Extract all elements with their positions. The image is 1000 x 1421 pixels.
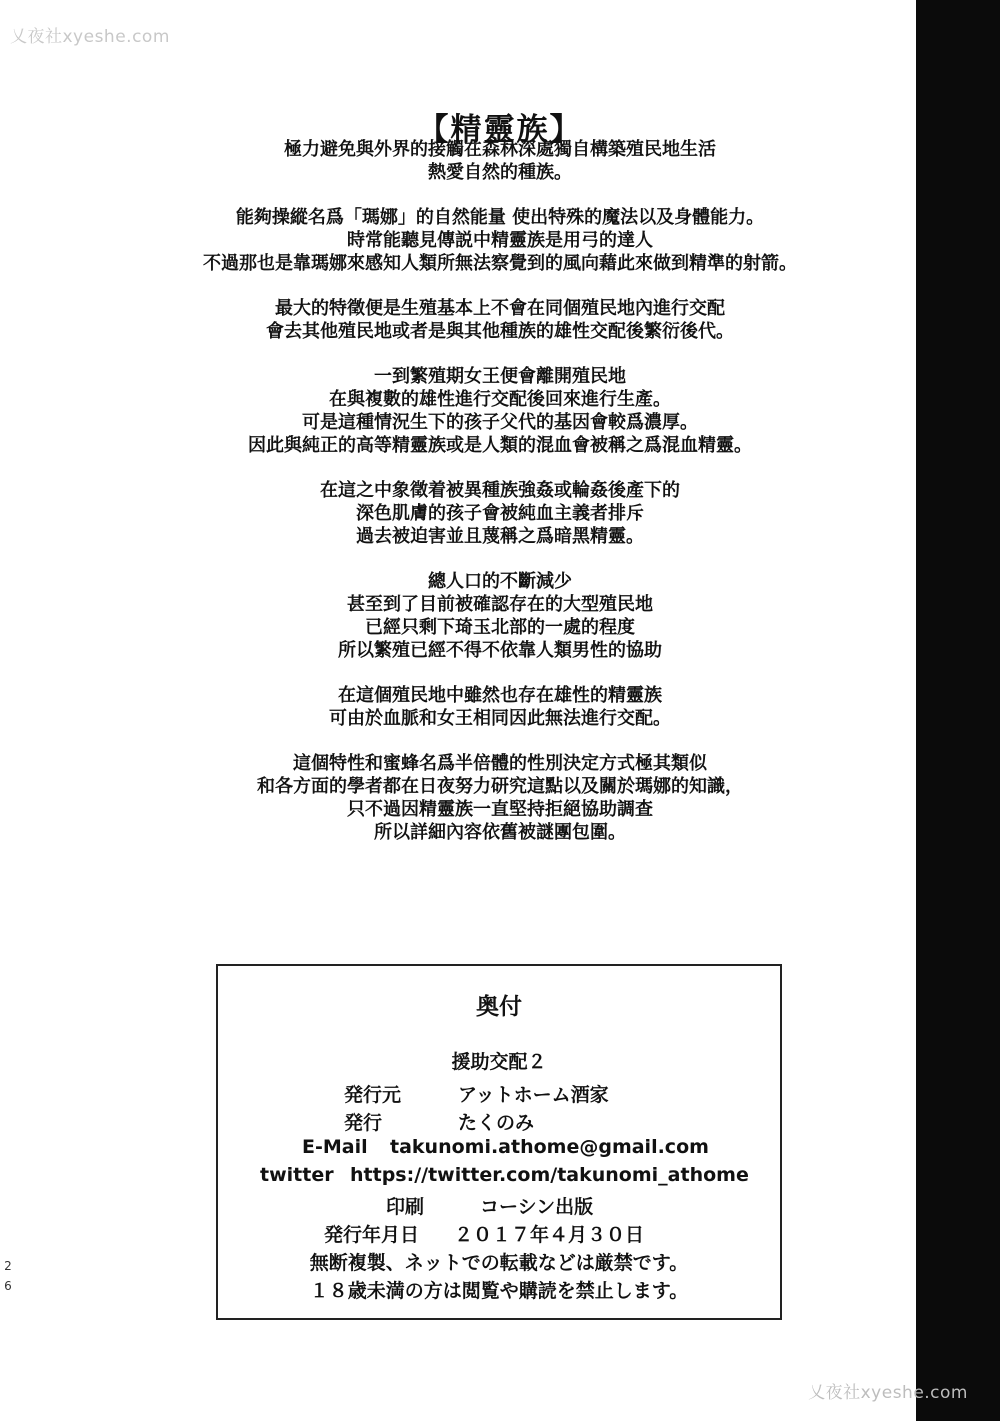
paragraph xyxy=(0,206,1000,275)
text-line: 所以詳細內容依舊被謎團包圍。 xyxy=(374,822,626,843)
paragraph xyxy=(0,570,1000,662)
paragraph xyxy=(0,684,1000,730)
page-number-digit: 2 xyxy=(4,1259,12,1273)
text-line: 時常能聽見傳説中精靈族是用弓的達人 xyxy=(347,230,653,251)
colophon-box xyxy=(216,964,782,1320)
text-line: 能夠操縱名爲「瑪娜」的自然能量 使出特殊的魔法以及身體能力。 xyxy=(235,207,765,228)
page-number-digit: 6 xyxy=(4,1279,12,1293)
text-line: 一到繁殖期女王便會離開殖民地 xyxy=(374,366,626,387)
text-line: 這個特性和蜜蜂名爲半倍體的性別決定方式極其類似 xyxy=(293,753,707,774)
paragraph xyxy=(0,138,1000,184)
body-text xyxy=(0,138,1000,866)
printer-label: 印刷 xyxy=(386,1196,425,1218)
book-title: 援助交配２ xyxy=(451,1051,547,1073)
text-line: 甚至到了目前被確認存在的大型殖民地 xyxy=(347,594,653,615)
text-line: 只不過因精靈族一直堅持拒絕協助調查 xyxy=(347,799,653,820)
section-title: 【精靈族】 xyxy=(417,112,583,148)
issuer-value: たくのみ xyxy=(458,1112,535,1134)
text-line: 在這個殖民地中雖然也存在雄性的精靈族 xyxy=(338,685,662,706)
paragraph xyxy=(0,479,1000,548)
email-label: E-Mail xyxy=(302,1136,368,1158)
text-line: 和各方面的學者都在日夜努力研究這點以及關於瑪娜的知識， xyxy=(257,776,743,797)
twitter-label: twitter xyxy=(260,1164,334,1186)
colophon-title: 奥付 xyxy=(476,994,522,1020)
publisher-value: アットホーム酒家 xyxy=(458,1084,609,1106)
text-line: 可由於血脈和女王相同因此無法進行交配。 xyxy=(329,708,671,729)
text-line: 最大的特徵便是生殖基本上不會在同個殖民地內進行交配 xyxy=(275,298,725,319)
notice-line-1: 無断複製、ネットでの転載などは厳禁です。 xyxy=(309,1252,689,1274)
paragraph xyxy=(0,752,1000,844)
twitter-value: https://twitter.com/takunomi_athome xyxy=(350,1164,749,1186)
page-number xyxy=(2,1256,14,1296)
paragraph xyxy=(0,297,1000,343)
date-label: 発行年月日 xyxy=(324,1224,420,1246)
text-line: 極力避免與外界的接觸在森林深處獨自構築殖民地生活 xyxy=(284,139,716,160)
text-line: 深色肌膚的孩子會被純血主義者排斥 xyxy=(356,503,644,524)
text-line: 不過那也是靠瑪娜來感知人類所無法察覺到的風向藉此來做到精準的射箭。 xyxy=(203,253,797,274)
date-value: ２０１７年４月３０日 xyxy=(454,1224,645,1246)
publisher-label: 発行元 xyxy=(344,1084,402,1106)
printer-value: コーシン出版 xyxy=(480,1196,594,1218)
issuer-label: 発行 xyxy=(344,1112,383,1134)
text-line: 過去被迫害並且蔑稱之爲暗黑精靈。 xyxy=(356,526,644,547)
text-line: 在與複數的雄性進行交配後回來進行生產。 xyxy=(329,389,671,410)
watermark-top: 乂夜社xyeshe.com xyxy=(10,27,170,47)
text-line: 因此與純正的高等精靈族或是人類的混血會被稱之爲混血精靈。 xyxy=(248,435,752,456)
paragraph xyxy=(0,365,1000,457)
text-line: 熱愛自然的種族。 xyxy=(428,162,572,183)
notice-line-2: １８歳未満の方は閲覧や購読を禁止します。 xyxy=(309,1280,689,1302)
watermark-bottom: 乂夜社xyeshe.com xyxy=(808,1383,968,1403)
text-line: 會去其他殖民地或者是與其他種族的雄性交配後繁衍後代。 xyxy=(266,321,734,342)
email-value: takunomi.athome@gmail.com xyxy=(390,1136,709,1158)
text-line: 可是這種情況生下的孩子父代的基因會較爲濃厚。 xyxy=(302,412,698,433)
text-line: 已經只剩下琦玉北部的一處的程度 xyxy=(365,617,635,638)
text-line: 總人口的不斷減少 xyxy=(428,571,572,592)
text-line: 在這之中象徵着被異種族強姦或輪姦後產下的 xyxy=(320,480,680,501)
text-line: 所以繁殖已經不得不依靠人類男性的協助 xyxy=(338,640,662,661)
